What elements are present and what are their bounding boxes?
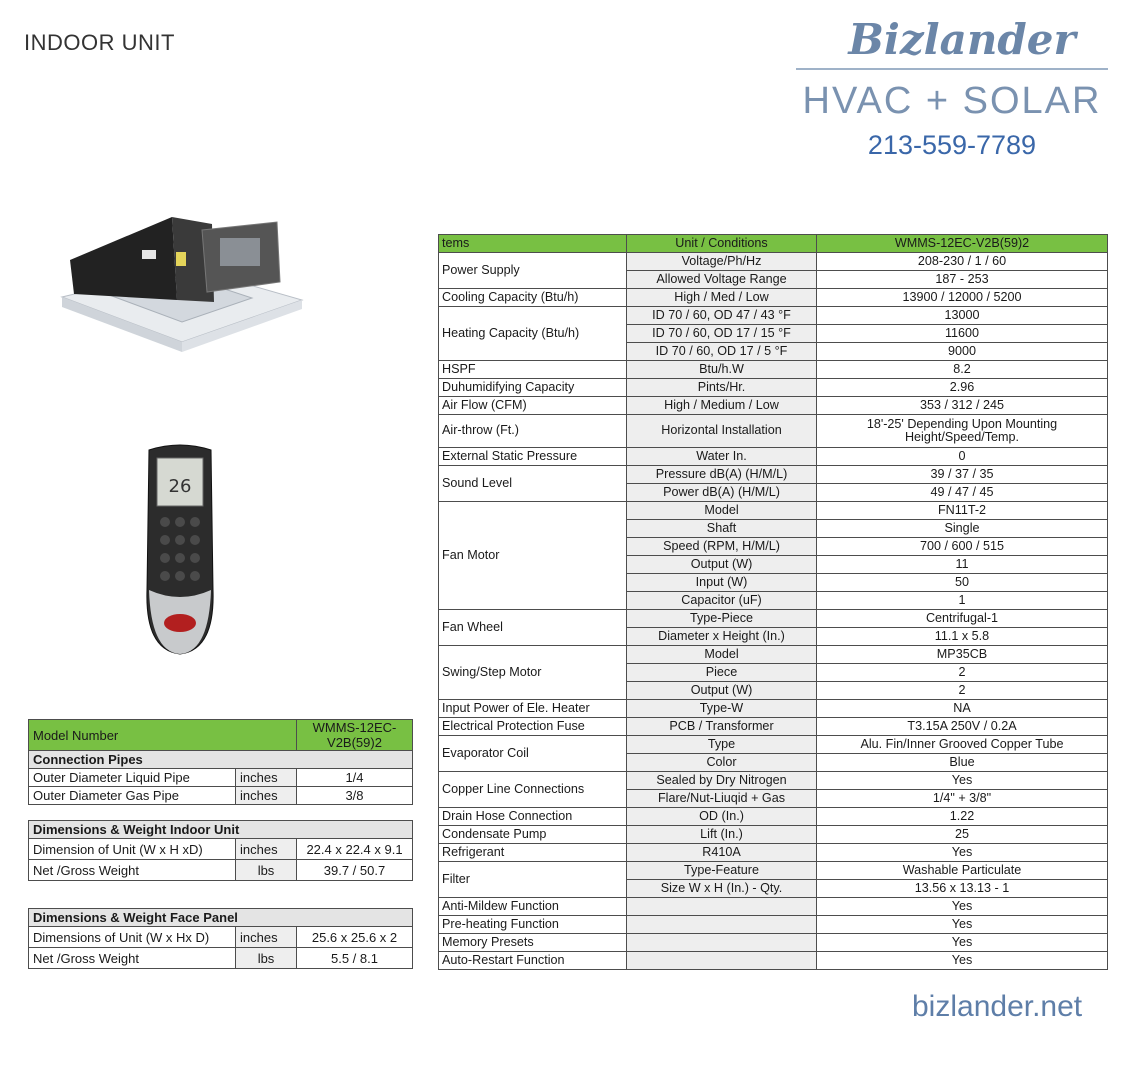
spec-row bbox=[439, 307, 1108, 325]
spec-condition: Type-Feature bbox=[627, 862, 817, 880]
spec-item-label: Fan Motor bbox=[439, 502, 627, 610]
row-unit: inches bbox=[236, 927, 297, 948]
spec-item-label: Sound Level bbox=[439, 466, 627, 502]
spec-value: 18'-25' Depending Upon Mounting Height/Speed/Temp. bbox=[817, 415, 1108, 448]
spec-condition: ID 70 / 60, OD 47 / 43 °F bbox=[627, 307, 817, 325]
spec-item-label: Auto-Restart Function bbox=[439, 952, 627, 970]
spec-row bbox=[439, 502, 1108, 520]
brand-phone: 213-559-7789 bbox=[867, 130, 1037, 160]
connection-table-header bbox=[29, 720, 413, 751]
spec-row bbox=[439, 466, 1108, 484]
spec-condition: Output (W) bbox=[627, 556, 817, 574]
spec-row bbox=[439, 253, 1108, 271]
section-title: Dimensions & Weight Indoor Unit bbox=[29, 821, 413, 839]
spec-condition: High / Medium / Low bbox=[627, 397, 817, 415]
spec-row bbox=[439, 898, 1108, 916]
spec-row bbox=[439, 397, 1108, 415]
spec-condition: Pressure dB(A) (H/M/L) bbox=[627, 466, 817, 484]
spec-value: Yes bbox=[817, 916, 1108, 934]
spec-condition: Voltage/Ph/Hz bbox=[627, 253, 817, 271]
spec-row bbox=[439, 361, 1108, 379]
row-unit: lbs bbox=[236, 860, 297, 881]
spec-value: Centrifugal-1 bbox=[817, 610, 1108, 628]
spec-value: Alu. Fin/Inner Grooved Copper Tube bbox=[817, 736, 1108, 754]
spec-value: Yes bbox=[817, 844, 1108, 862]
spec-condition: High / Med / Low bbox=[627, 289, 817, 307]
spec-condition: Color bbox=[627, 754, 817, 772]
spec-item-label: Fan Wheel bbox=[439, 610, 627, 646]
spec-value: 2 bbox=[817, 682, 1108, 700]
brand-logo: Bizlander bbox=[848, 15, 1076, 64]
spec-value: 13.56 x 13.13 - 1 bbox=[817, 880, 1108, 898]
section-row bbox=[29, 821, 413, 839]
spec-value: 1/4" + 3/8" bbox=[817, 790, 1108, 808]
spec-condition: Horizontal Installation bbox=[627, 415, 817, 448]
section-title: Dimensions & Weight Face Panel bbox=[29, 909, 413, 927]
spec-value: 0 bbox=[817, 448, 1108, 466]
table-row bbox=[29, 787, 413, 805]
model-number-value: WMMS-12EC-V2B(59)2 bbox=[297, 720, 413, 751]
spec-value: 49 / 47 / 45 bbox=[817, 484, 1108, 502]
spec-row bbox=[439, 826, 1108, 844]
spec-item-label: HSPF bbox=[439, 361, 627, 379]
table-row bbox=[29, 769, 413, 787]
spec-value: Blue bbox=[817, 754, 1108, 772]
spec-item-label: Cooling Capacity (Btu/h) bbox=[439, 289, 627, 307]
spec-condition: Sealed by Dry Nitrogen bbox=[627, 772, 817, 790]
table-row bbox=[29, 927, 413, 948]
spec-condition: Water In. bbox=[627, 448, 817, 466]
spec-condition bbox=[627, 934, 817, 952]
section-row bbox=[29, 751, 413, 769]
spec-condition: Capacitor (uF) bbox=[627, 592, 817, 610]
spec-table bbox=[438, 234, 1108, 970]
spec-item-label: Air Flow (CFM) bbox=[439, 397, 627, 415]
spec-item-label: Anti-Mildew Function bbox=[439, 898, 627, 916]
spec-condition: Shaft bbox=[627, 520, 817, 538]
spec-item-label: Duhumidifying Capacity bbox=[439, 379, 627, 397]
row-value: 3/8 bbox=[297, 787, 413, 805]
row-unit: inches bbox=[236, 839, 297, 860]
table-row bbox=[29, 948, 413, 969]
spec-row bbox=[439, 808, 1108, 826]
spec-value: 13900 / 12000 / 5200 bbox=[817, 289, 1108, 307]
table-row bbox=[29, 860, 413, 881]
spec-condition: Size W x H (In.) - Qty. bbox=[627, 880, 817, 898]
spec-row bbox=[439, 289, 1108, 307]
spec-value: 187 - 253 bbox=[817, 271, 1108, 289]
spec-value: FN11T-2 bbox=[817, 502, 1108, 520]
spec-row bbox=[439, 646, 1108, 664]
spec-item-label: Power Supply bbox=[439, 253, 627, 289]
panel-dimensions-table bbox=[28, 908, 413, 969]
spec-condition: Lift (In.) bbox=[627, 826, 817, 844]
spec-table-body bbox=[439, 253, 1108, 970]
row-label: Net /Gross Weight bbox=[29, 948, 236, 969]
spec-item-label: Input Power of Ele. Heater bbox=[439, 700, 627, 718]
spec-item-label: Condensate Pump bbox=[439, 826, 627, 844]
spec-condition: PCB / Transformer bbox=[627, 718, 817, 736]
spec-row bbox=[439, 952, 1108, 970]
spec-value: 39 / 37 / 35 bbox=[817, 466, 1108, 484]
spec-condition bbox=[627, 952, 817, 970]
spec-condition bbox=[627, 898, 817, 916]
row-unit: inches bbox=[236, 769, 297, 787]
indoor-dimensions-table bbox=[28, 820, 413, 881]
spec-value: NA bbox=[817, 700, 1108, 718]
spec-row bbox=[439, 610, 1108, 628]
spec-item-label: Drain Hose Connection bbox=[439, 808, 627, 826]
spec-row bbox=[439, 934, 1108, 952]
spec-condition: Output (W) bbox=[627, 682, 817, 700]
row-value: 25.6 x 25.6 x 2 bbox=[297, 927, 413, 948]
spec-value: 13000 bbox=[817, 307, 1108, 325]
spec-condition: Type-Piece bbox=[627, 610, 817, 628]
brand-divider bbox=[796, 68, 1108, 70]
spec-value: 700 / 600 / 515 bbox=[817, 538, 1108, 556]
page-title: INDOOR UNIT bbox=[24, 30, 175, 55]
spec-item-label: External Static Pressure bbox=[439, 448, 627, 466]
spec-value: 2.96 bbox=[817, 379, 1108, 397]
spec-item-label: Swing/Step Motor bbox=[439, 646, 627, 700]
spec-value: 25 bbox=[817, 826, 1108, 844]
spec-condition: Diameter x Height (In.) bbox=[627, 628, 817, 646]
spec-value: 2 bbox=[817, 664, 1108, 682]
remote-display-temperature: 26 bbox=[168, 476, 192, 497]
spec-condition: Pints/Hr. bbox=[627, 379, 817, 397]
row-label: Dimensions of Unit (W x Hx D) bbox=[29, 927, 236, 948]
row-label: Dimension of Unit (W x H xD) bbox=[29, 839, 236, 860]
spec-value: Single bbox=[817, 520, 1108, 538]
row-value: 39.7 / 50.7 bbox=[297, 860, 413, 881]
spec-value: 11600 bbox=[817, 325, 1108, 343]
connection-pipes-table bbox=[28, 719, 413, 805]
spec-condition: Model bbox=[627, 646, 817, 664]
spec-condition: Btu/h.W bbox=[627, 361, 817, 379]
spec-header-model: WMMS-12EC-V2B(59)2 bbox=[817, 235, 1108, 253]
spec-condition: ID 70 / 60, OD 17 / 15 °F bbox=[627, 325, 817, 343]
spec-value: Yes bbox=[817, 952, 1108, 970]
spec-row bbox=[439, 700, 1108, 718]
row-unit: lbs bbox=[236, 948, 297, 969]
spec-condition: Allowed Voltage Range bbox=[627, 271, 817, 289]
row-value: 1/4 bbox=[297, 769, 413, 787]
spec-value: Washable Particulate bbox=[817, 862, 1108, 880]
section-row bbox=[29, 909, 413, 927]
model-number-label: Model Number bbox=[29, 720, 297, 751]
row-label: Outer Diameter Gas Pipe bbox=[29, 787, 236, 805]
row-value: 22.4 x 22.4 x 9.1 bbox=[297, 839, 413, 860]
spec-header-item: tems bbox=[439, 235, 627, 253]
spec-condition bbox=[627, 916, 817, 934]
spec-value: Yes bbox=[817, 898, 1108, 916]
brand-subtitle: HVAC + SOLAR bbox=[802, 80, 1102, 122]
spec-item-label: Air-throw (Ft.) bbox=[439, 415, 627, 448]
spec-table-header bbox=[439, 235, 1108, 253]
spec-value: 11 bbox=[817, 556, 1108, 574]
spec-value: 50 bbox=[817, 574, 1108, 592]
spec-condition: Power dB(A) (H/M/L) bbox=[627, 484, 817, 502]
spec-header-conditions: Unit / Conditions bbox=[627, 235, 817, 253]
spec-row bbox=[439, 844, 1108, 862]
spec-item-label: Filter bbox=[439, 862, 627, 898]
spec-item-label: Evaporator Coil bbox=[439, 736, 627, 772]
row-unit: inches bbox=[236, 787, 297, 805]
spec-row bbox=[439, 379, 1108, 397]
spec-item-label: Copper Line Connections bbox=[439, 772, 627, 808]
spec-item-label: Refrigerant bbox=[439, 844, 627, 862]
section-title: Connection Pipes bbox=[29, 751, 413, 769]
website-link[interactable]: bizlander.net bbox=[912, 990, 1083, 1023]
spec-value: Yes bbox=[817, 772, 1108, 790]
spec-value: Yes bbox=[817, 934, 1108, 952]
spec-item-label: Memory Presets bbox=[439, 934, 627, 952]
spec-condition: Type bbox=[627, 736, 817, 754]
remote-control-image bbox=[135, 440, 225, 658]
spec-condition: Input (W) bbox=[627, 574, 817, 592]
spec-value: 11.1 x 5.8 bbox=[817, 628, 1108, 646]
spec-condition: R410A bbox=[627, 844, 817, 862]
spec-row bbox=[439, 415, 1108, 448]
spec-condition: Flare/Nut-Liuqid + Gas bbox=[627, 790, 817, 808]
spec-row bbox=[439, 448, 1108, 466]
spec-condition: Model bbox=[627, 502, 817, 520]
row-label: Net /Gross Weight bbox=[29, 860, 236, 881]
row-label: Outer Diameter Liquid Pipe bbox=[29, 769, 236, 787]
spec-item-label: Electrical Protection Fuse bbox=[439, 718, 627, 736]
row-value: 5.5 / 8.1 bbox=[297, 948, 413, 969]
spec-value: 9000 bbox=[817, 343, 1108, 361]
spec-row bbox=[439, 862, 1108, 880]
spec-item-label: Pre-heating Function bbox=[439, 916, 627, 934]
spec-value: T3.15A 250V / 0.2A bbox=[817, 718, 1108, 736]
spec-condition: Speed (RPM, H/M/L) bbox=[627, 538, 817, 556]
spec-value: 208-230 / 1 / 60 bbox=[817, 253, 1108, 271]
spec-condition: ID 70 / 60, OD 17 / 5 °F bbox=[627, 343, 817, 361]
brand-block bbox=[796, 12, 1108, 161]
spec-row bbox=[439, 772, 1108, 790]
spec-value: 1 bbox=[817, 592, 1108, 610]
cassette-indoor-unit-image bbox=[52, 212, 312, 362]
spec-row bbox=[439, 736, 1108, 754]
spec-value: 1.22 bbox=[817, 808, 1108, 826]
table-row bbox=[29, 839, 413, 860]
spec-value: 8.2 bbox=[817, 361, 1108, 379]
spec-condition: Type-W bbox=[627, 700, 817, 718]
spec-row bbox=[439, 916, 1108, 934]
spec-value: 353 / 312 / 245 bbox=[817, 397, 1108, 415]
spec-item-label: Heating Capacity (Btu/h) bbox=[439, 307, 627, 361]
spec-condition: Piece bbox=[627, 664, 817, 682]
spec-condition: OD (In.) bbox=[627, 808, 817, 826]
spec-row bbox=[439, 718, 1108, 736]
spec-value: MP35CB bbox=[817, 646, 1108, 664]
